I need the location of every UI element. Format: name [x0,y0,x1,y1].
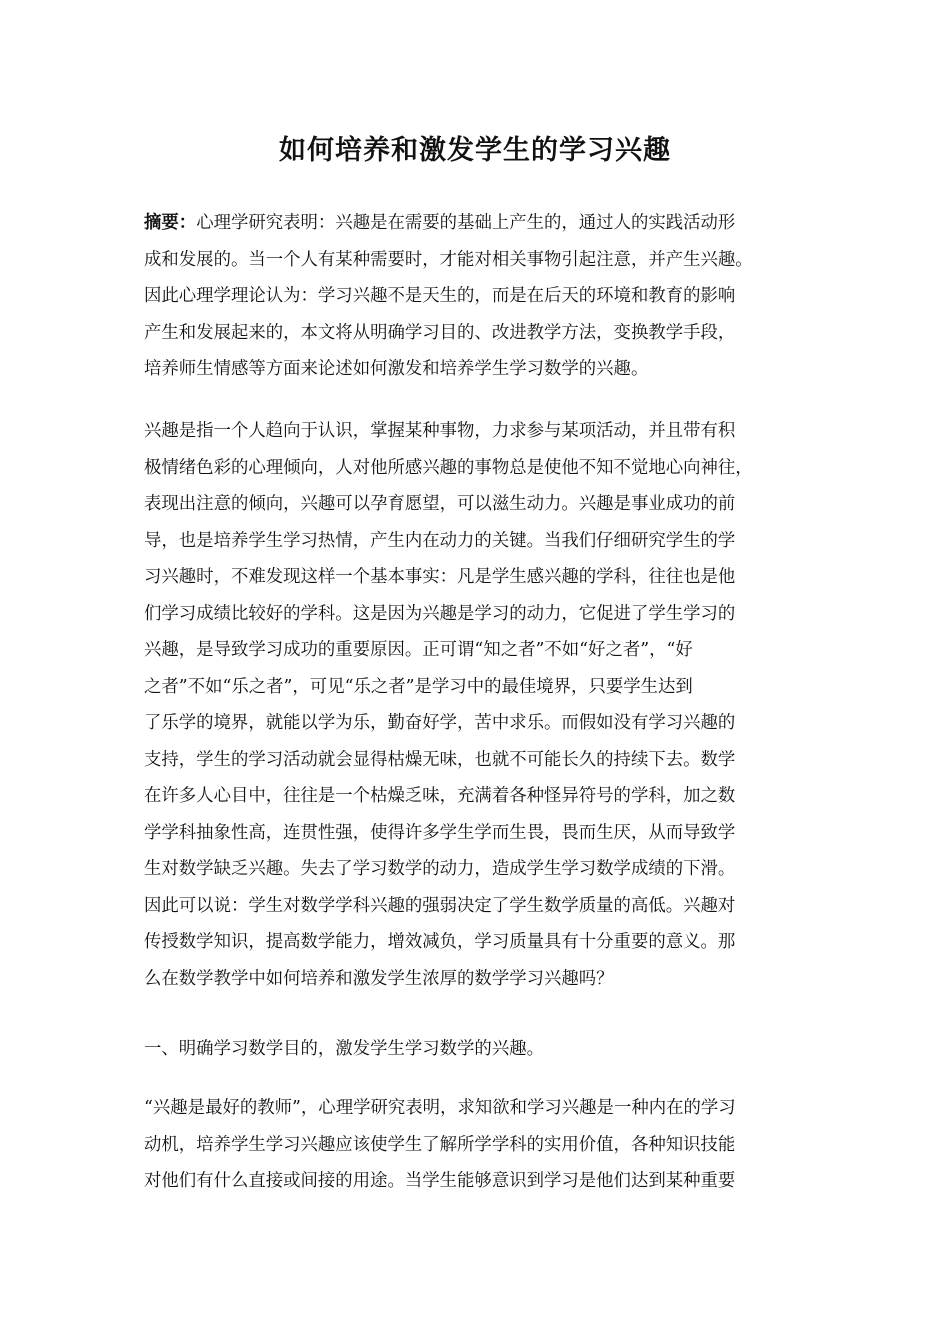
abstract-section [144,205,824,388]
section-heading-1 [144,1031,824,1068]
paragraph-line: 对他们有什么直接或间接的用途。当学生能够意识到学习是他们达到某种重要 [144,1171,736,1191]
abstract-line [144,205,824,242]
paragraph-line: 兴趣是指一个人趋向于认识，掌握某种事物，力求参与某项活动，并且带有积 [144,421,736,441]
section-heading-text: 一、明确学习数学目的，激发学生学习数学的兴趣。 [144,1039,544,1059]
abstract-first-line: 心理学研究表明：兴趣是在需要的基础上产生的，通过人的实践活动形 [196,213,736,233]
paragraph-line: 在许多人心目中，往往是一个枯燥乏味，充满着各种怪异符号的学科，加之数 [144,786,736,806]
paragraph-line: 极情绪色彩的心理倾向，人对他所感兴趣的事物总是使他不知不觉地心向神往， [144,457,753,478]
abstract-line: 成和发展的。当一个人有某种需要时，才能对相关事物引起注意，并产生兴趣。 [144,249,753,270]
paragraph-line: 兴趣，是导致学习成功的重要原因。正可谓“知之者”不如“好之者”，“好 [144,640,693,660]
paragraph-line: 因此可以说：学生对数学学科兴趣的强弱决定了学生数学质量的高低。兴趣对 [144,895,736,916]
body-paragraph-1 [144,413,824,997]
paragraph-line: 传授数学知识，提高数学能力，增效减负，学习质量具有十分重要的意义。那 [144,932,736,952]
document-title: 如何培养和激发学生的学习兴趣 [279,135,671,166]
paragraph-line: 学学科抽象性高，连贯性强，使得许多学生学而生畏，畏而生厌，从而导致学 [144,822,736,843]
paragraph-line: 习兴趣时，不难发现这样一个基本事实：凡是学生感兴趣的学科，往往也是他 [144,567,736,587]
abstract-line: 产生和发展起来的，本文将从明确学习目的、改进教学方法，变换教学手段， [144,322,736,343]
abstract-line: 培养师生情感等方面来论述如何激发和培养学生学习数学的兴趣。 [144,359,649,379]
paragraph-line: 表现出注意的倾向，兴趣可以孕育愿望，可以滋生动力。兴趣是事业成功的前 [144,494,736,514]
abstract-label: 摘要： [144,213,197,233]
abstract-line: 因此心理学理论认为：学习兴趣不是天生的，而是在后天的环境和教育的影响 [144,286,736,306]
paragraph-line: “兴趣是最好的教师”，心理学研究表明，求知欲和学习兴趣是一种内在的学习 [144,1098,736,1118]
paragraph-line: 们学习成绩比较好的学科。这是因为兴趣是学习的动力，它促进了学生学习的 [144,603,736,624]
paragraph-line: 生对数学缺乏兴趣。失去了学习数学的动力，造成学生学习数学成绩的下滑。 [144,859,736,879]
paragraph-line: 么在数学教学中如何培养和激发学生浓厚的数学学习兴趣吗？ [144,968,614,989]
body-paragraph-2 [144,1090,824,1200]
paragraph-line: 了乐学的境界，就能以学为乐，勤奋好学，苦中求乐。而假如没有学习兴趣的 [144,713,736,733]
paragraph-line: 动机，培养学生学习兴趣应该使学生了解所学学科的实用价值，各种知识技能 [144,1134,736,1155]
paragraph-line: 导，也是培养学生学习热情，产生内在动力的关键。当我们仔细研究学生的学 [144,530,736,551]
paragraph-line: 之者”不如“乐之者”，可见“乐之者”是学习中的最佳境界，只要学生达到 [144,676,693,697]
paragraph-line: 支持，学生的学习活动就会显得枯燥无味，也就不可能长久的持续下去。数学 [144,749,736,770]
